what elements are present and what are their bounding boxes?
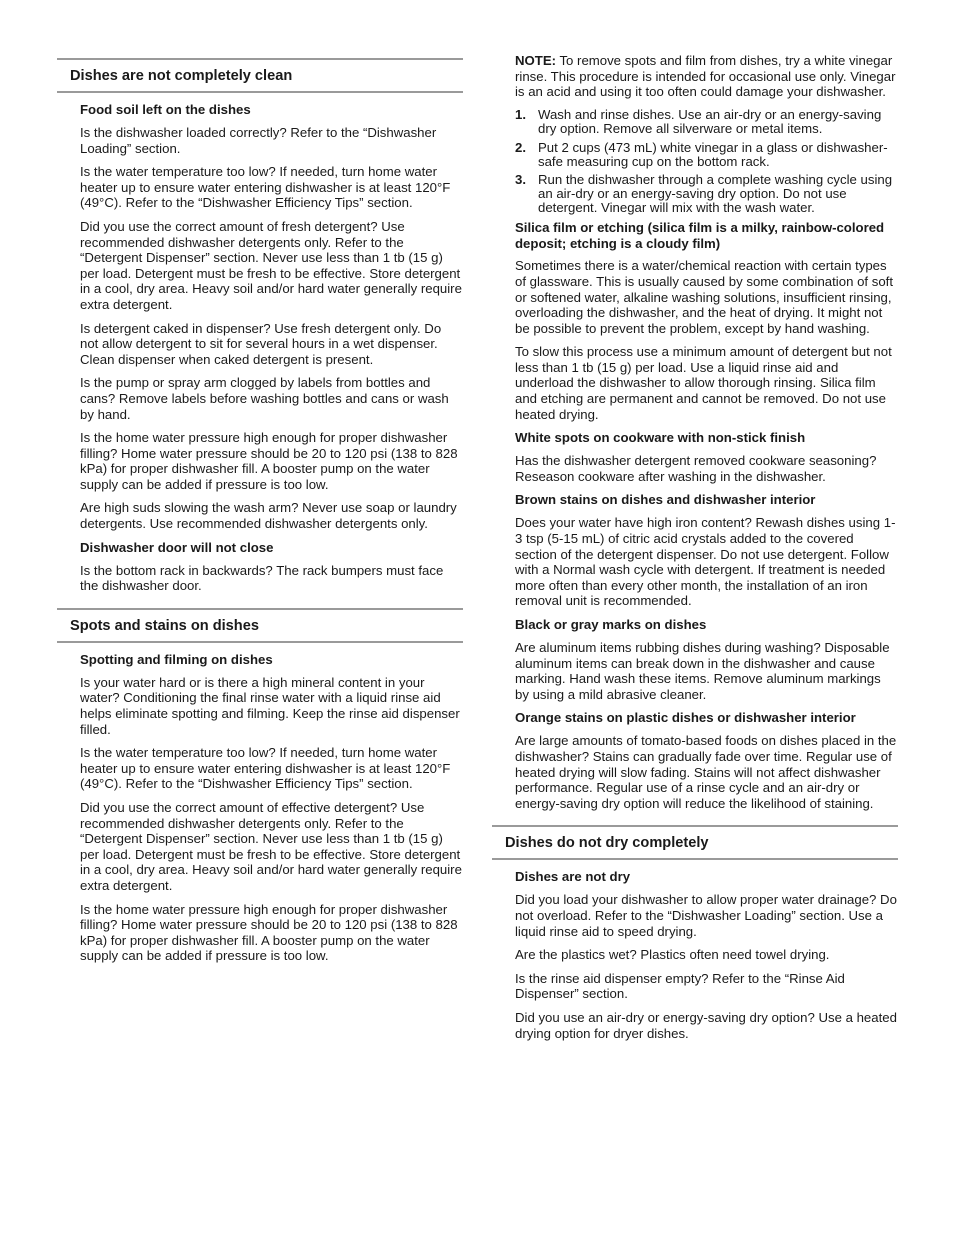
section-body [57, 643, 463, 964]
paragraph: Is the bottom rack in backwards? The rack bumpers must face the dishwasher door. [80, 562, 444, 594]
note-label: NOTE: [515, 53, 557, 68]
section-body [57, 93, 463, 594]
paragraph: Did you use the correct amount of effective detergent? Use recommended dishwasher detergents only. Refer to the “Detergent Dispenser” section. Never use less than 1 tb (15 g) per load. Detergent must be fresh to be effective. Store detergent in a cool, dry area. Heavy soil and/or hard water generally require extra detergent. [80, 800, 462, 893]
paragraph: Is the water temperature too low? If needed, turn home water heater up to ensure water entering dishwasher is at least 120°F (49°C). Refer to the “Dishwasher Efficiency Tips” section. [80, 745, 451, 792]
paragraph: Is the home water pressure high enough for proper dishwasher filling? Home water pressure should be 20 to 120 psi (138 to 828 kPa) for proper dishwasher fill. A booster pump on the water supply can be added if pressure is too low. [80, 430, 458, 492]
paragraph: Did you load your dishwasher to allow proper water drainage? Do not overload. Refer to the “Dishwasher Loading” section. Use a liquid rinse aid to speed drying. [515, 892, 897, 939]
subheading: Orange stains on plastic dishes or dishwasher interior [515, 710, 856, 726]
paragraph: Are high suds slowing the wash arm? Never use soap or laundry detergents. Use recommended dishwasher detergents only. [80, 500, 457, 532]
note-text: To remove spots and film from dishes, try a white vinegar rinse. This procedure is intended for occasional use only. Vinegar is an acid and using it too often could damage your dishwasher. [515, 53, 896, 100]
paragraph: Is your water hard or is there a high mineral content in your water? Conditioning the final rinse water with a liquid rinse aid helps eliminate spotting and filming. Keep the rinse aid dispenser filled. [80, 674, 460, 737]
step-number: 1. [515, 106, 526, 122]
paragraph: Has the dishwasher detergent removed cookware seasoning? Reseason cookware after washing in the dishwasher. [515, 453, 877, 484]
section-header: Dishes do not dry completely [492, 825, 898, 860]
paragraph: Are the plastics wet? Plastics often need towel drying. [515, 947, 830, 963]
paragraph: Is the dishwasher loaded correctly? Refer to the “Dishwasher Loading” section. [80, 125, 437, 156]
note-block [492, 53, 898, 811]
paragraph: To slow this process use a minimum amount of detergent but not less than 1 tb (15 g) per load. Use a liquid rinse aid and underload the dishwasher to allow thorough rinsing. Silica film and etching are permanent and cannot be removed. Do not use heated drying. [515, 344, 892, 422]
paragraph: Sometimes there is a water/chemical reaction with certain types of glassware. This is usually caused by some combination of soft or softened water, alkaline washing solutions, insufficient rinsing, overloading the dishwasher, and the heat of drying. It might not be possible to prevent the problem, except by hand washing. [515, 258, 893, 336]
subheading: Dishes are not dry [515, 869, 631, 885]
step-text: Run the dishwasher through a complete washing cycle using an air-dry or an energy-saving dry option. Do not use detergent. Vinegar will mix with the wash water. [538, 172, 893, 216]
left-column [57, 0, 463, 972]
paragraph: Is the rinse aid dispenser empty? Refer to the “Rinse Aid Dispenser” section. [515, 970, 845, 1002]
subheading: Food soil left on the dishes [80, 102, 251, 117]
paragraph: Are aluminum items rubbing dishes during washing? Disposable aluminum items can break down in the dishwasher and cause marking. Hand wash these items. Remove aluminum markings by using a mild abrasive cleaner. [515, 640, 890, 702]
list-item [515, 173, 898, 215]
subheading: Dishwasher door will not close [80, 539, 274, 555]
step-text: Wash and rinse dishes. Use an air-dry or an energy-saving dry option. Remove all silverware or metal items. [538, 106, 882, 136]
right-column [492, 53, 898, 1049]
list-item [515, 141, 898, 169]
paragraph: Is the pump or spray arm clogged by labels from bottles and cans? Remove labels before washing bottles and cans or wash by hand. [80, 375, 449, 422]
paragraph: Are large amounts of tomato-based foods on dishes placed in the dishwasher? Stains can gradually fade over time. Regular use of heated drying will slow fading. Stains will not affect dishwasher performance. Regular use of a rinse cycle and an air-dry or energy-saving dry option will reduce the likelihood of staining. [515, 733, 897, 811]
section-header: Spots and stains on dishes [57, 608, 463, 643]
subheading: Black or gray marks on dishes [515, 617, 707, 632]
note-paragraph [515, 53, 898, 100]
paragraph: Is the water temperature too low? If needed, turn home water heater up to ensure water entering dishwasher is at least 120°F (49°C). Refer to the “Dishwasher Efficiency Tips” section. [80, 164, 451, 211]
step-number: 2. [515, 139, 526, 155]
list-item [515, 108, 898, 136]
section-body [492, 860, 898, 1041]
vinegar-steps [515, 108, 898, 215]
step-number: 3. [515, 172, 526, 188]
paragraph: Is detergent caked in dispenser? Use fresh detergent only. Do not allow detergent to sit for several hours in a wet dispenser. Clean dispenser when caked detergent is present. [80, 320, 442, 367]
subheading: Silica film or etching (silica film is a milky, rainbow-colored deposit; etching is a cloudy film) [515, 220, 885, 251]
paragraph: Is the home water pressure high enough for proper dishwasher filling? Home water pressure should be 20 to 120 psi (138 to 828 kPa) for proper dishwasher fill. A booster pump on the water supply can be added if pressure is too low. [80, 901, 458, 964]
subheading: Brown stains on dishes and dishwasher interior [515, 492, 816, 508]
paragraph: Did you use an air-dry or energy-saving dry option? Use a heated drying option for dryer dishes. [515, 1009, 897, 1041]
paragraph: Does your water have high iron content? Rewash dishes using 1-3 tsp (5-15 mL) of citric acid crystals added to the covered section of the detergent dispenser. Do not use detergent. Follow with a Normal wash cycle with detergent. If treatment is needed more often than every other month, the installation of an iron removal unit is recommended. [515, 515, 896, 609]
subheading: White spots on cookware with non-stick finish [515, 430, 806, 446]
section-header: Dishes are not completely clean [57, 58, 463, 93]
paragraph: Did you use the correct amount of fresh detergent? Use recommended dishwasher detergents only. Refer to the “Detergent Dispenser” section. Never use less than 1 tb (15 g) per load. Detergent must be fresh to be effective. Store detergent in a cool, dry area. Heavy soil and/or hard water generally require extra detergent. [80, 218, 462, 312]
subheading: Spotting and filming on dishes [80, 651, 273, 667]
step-text: Put 2 cups (473 mL) white vinegar in a glass or dishwasher-safe measuring cup on the bottom rack. [538, 139, 888, 169]
